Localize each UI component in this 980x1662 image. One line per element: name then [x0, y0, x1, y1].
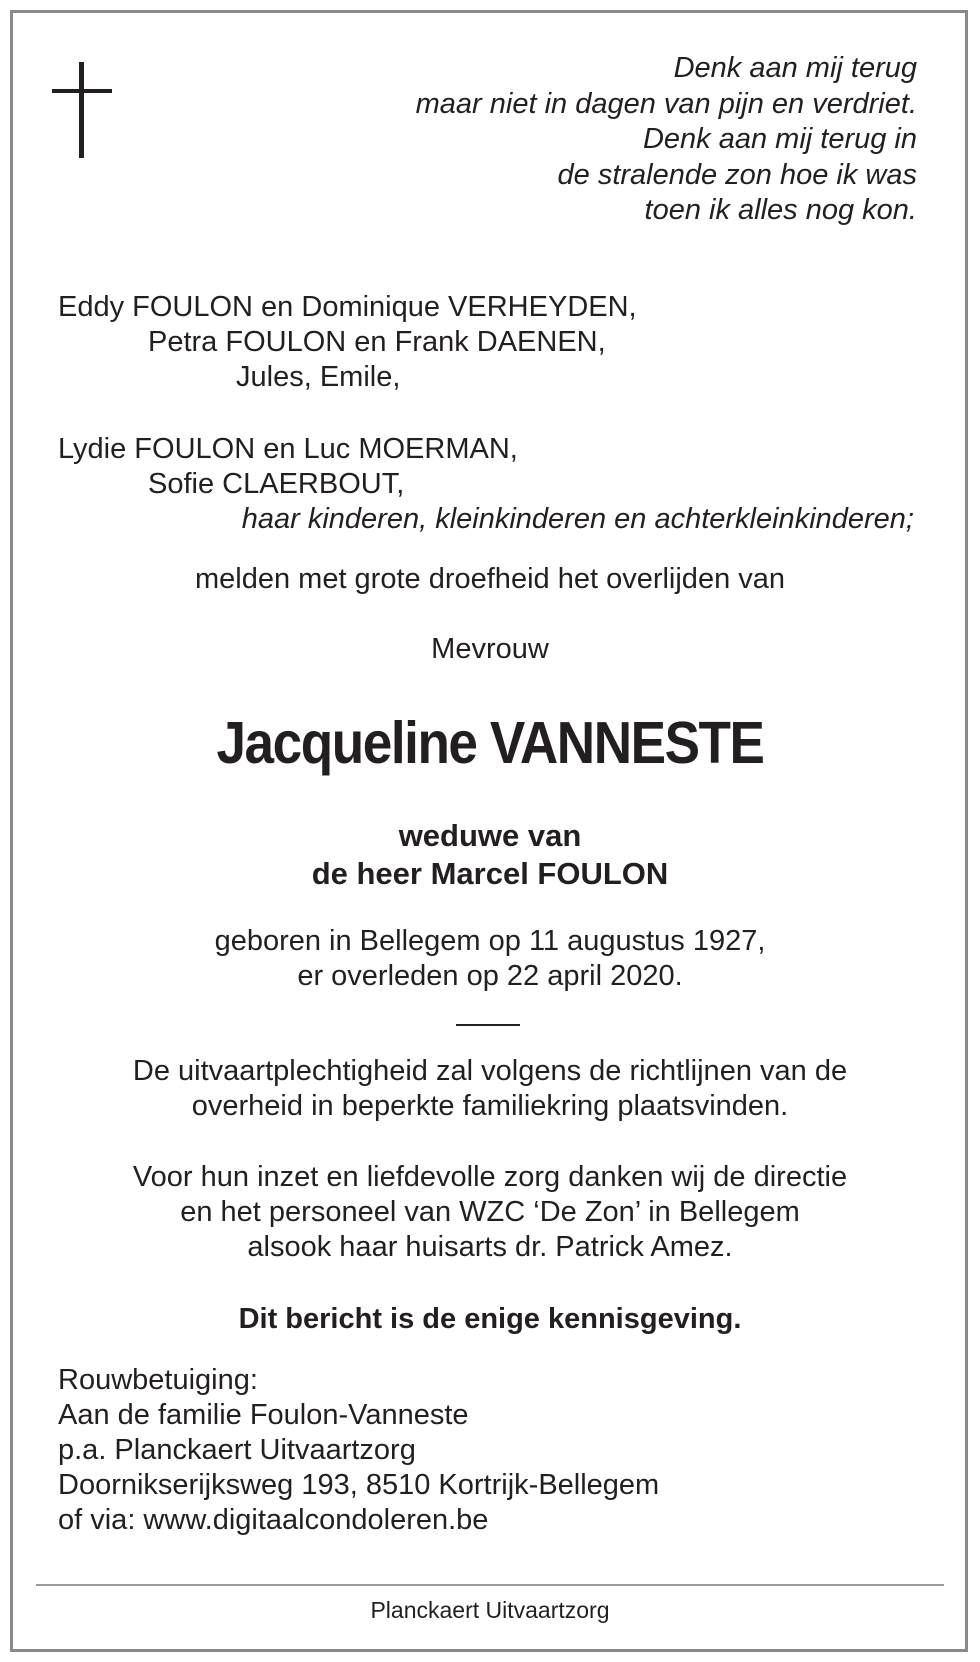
poem-line: toen ik alles nog kon. [644, 194, 917, 226]
widow-of-spouse: de heer Marcel FOULON [311, 856, 669, 891]
divider [456, 1024, 520, 1026]
thanks-line: Voor hun inzet en liefdevolle zorg danken wij de directie [132, 1161, 848, 1193]
family-line: Jules, Emile, [236, 361, 401, 393]
footer-divider [36, 1584, 944, 1586]
family-line: Lydie FOULON en Luc MOERMAN, [58, 433, 518, 465]
condolence-line: Rouwbetuiging: [58, 1364, 258, 1396]
ceremony-line: overheid in beperkte familiekring plaatsvinden. [191, 1090, 789, 1122]
family-line: Eddy FOULON en Dominique VERHEYDEN, [58, 291, 637, 323]
condolence-line: p.a. Planckaert Uitvaartzorg [58, 1434, 416, 1466]
thanks-line: en het personeel van WZC ‘De Zon’ in Bellegem [180, 1196, 800, 1228]
poem-line: Denk aan mij terug [673, 52, 917, 84]
family-line: Petra FOULON en Frank DAENEN, [148, 326, 606, 358]
birth-date: geboren in Bellegem op 11 augustus 1927, [214, 925, 766, 957]
family-relation: haar kinderen, kleinkinderen en achterkleinkinderen; [241, 503, 914, 535]
ceremony-line: De uitvaartplechtigheid zal volgens de richtlijnen van de [132, 1055, 848, 1087]
thanks-line: alsook haar huisarts dr. Patrick Amez. [247, 1231, 733, 1263]
condolence-line: Doornikserijksweg 193, 8510 Kortrijk-Bellegem [58, 1469, 660, 1501]
deceased-name: Jacqueline VANNESTE [216, 710, 764, 776]
cross-icon [52, 62, 112, 158]
poem-line: de stralende zon hoe ik was [557, 158, 917, 191]
announcement: melden met grote droefheid het overlijden van [194, 563, 786, 595]
memorial-poem [416, 51, 917, 229]
widow-of-line: weduwe van [398, 818, 582, 853]
footer-publisher: Planckaert Uitvaartzorg [370, 1597, 610, 1623]
family-line: Sofie CLAERBOUT, [148, 468, 405, 500]
sole-notice: Dit bericht is de enige kennisgeving. [238, 1303, 742, 1335]
poem-line: maar niet in dagen van pijn en verdriet. [415, 87, 917, 120]
condolence-line: Aan de familie Foulon-Vanneste [58, 1399, 469, 1431]
condolence-website: of via: www.digitaalcondoleren.be [58, 1504, 489, 1536]
poem-line: Denk aan mij terug in [642, 123, 917, 155]
death-date: er overleden op 22 april 2020. [297, 960, 683, 992]
salutation: Mevrouw [431, 633, 549, 665]
